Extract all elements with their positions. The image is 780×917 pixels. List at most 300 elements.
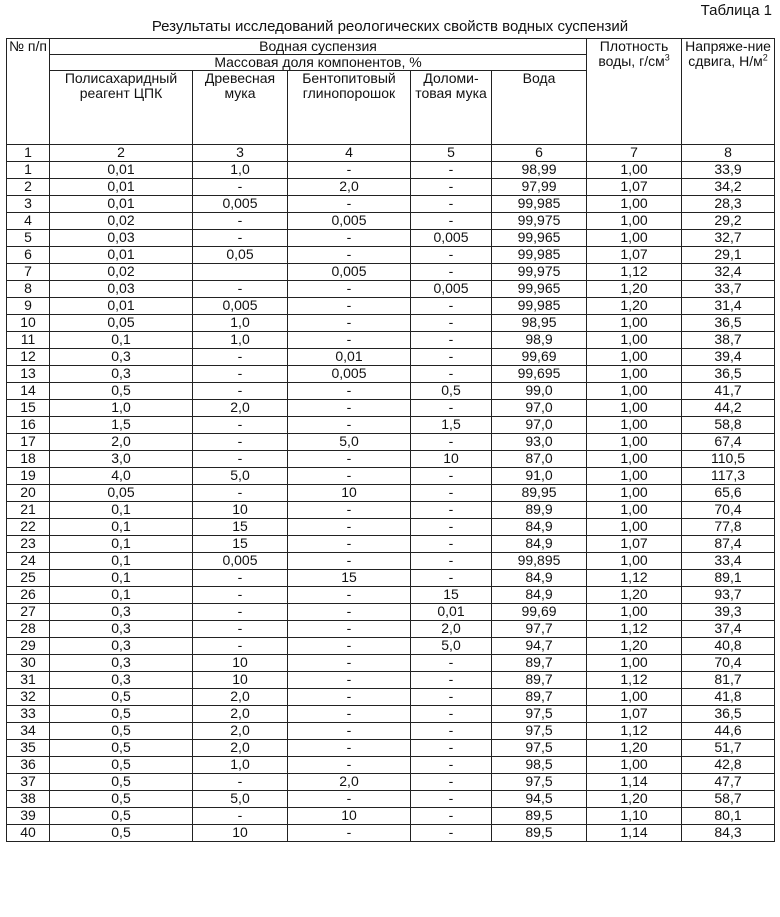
cell-polysaccharide: 0,5: [50, 825, 193, 842]
cell-density: 1,00: [587, 230, 682, 247]
cell-shear-stress: 33,7: [682, 281, 775, 298]
cell-rownum: 6: [7, 247, 50, 264]
cell-water: 97,5: [492, 723, 587, 740]
cell-polysaccharide: 0,1: [50, 536, 193, 553]
table-row: [7, 740, 775, 757]
cell-wood-flour: -: [193, 434, 288, 451]
cell-polysaccharide: 0,5: [50, 740, 193, 757]
table-row: [7, 723, 775, 740]
header-bentonite: Бентопитовый глинопорошок: [288, 71, 411, 145]
column-number: 7: [587, 145, 682, 162]
cell-wood-flour: 5,0: [193, 791, 288, 808]
cell-bentonite: -: [288, 400, 411, 417]
cell-bentonite: -: [288, 757, 411, 774]
cell-shear-stress: 51,7: [682, 740, 775, 757]
cell-wood-flour: 2,0: [193, 723, 288, 740]
cell-density: 1,12: [587, 723, 682, 740]
cell-dolomite: -: [411, 468, 492, 485]
cell-rownum: 26: [7, 587, 50, 604]
header-polysaccharide: Полисахаридный реагент ЦПК: [50, 71, 193, 145]
cell-rownum: 20: [7, 485, 50, 502]
cell-polysaccharide: 0,3: [50, 638, 193, 655]
cell-shear-stress: 58,8: [682, 417, 775, 434]
cell-water: 89,7: [492, 655, 587, 672]
cell-density: 1,00: [587, 349, 682, 366]
table-row: [7, 519, 775, 536]
table-row: [7, 638, 775, 655]
table-row: [7, 451, 775, 468]
cell-rownum: 9: [7, 298, 50, 315]
cell-dolomite: -: [411, 825, 492, 842]
cell-dolomite: -: [411, 400, 492, 417]
cell-density: 1,00: [587, 468, 682, 485]
table-row: [7, 213, 775, 230]
cell-density: 1,07: [587, 179, 682, 196]
cell-wood-flour: 5,0: [193, 468, 288, 485]
cell-shear-stress: 41,8: [682, 689, 775, 706]
cell-polysaccharide: 0,05: [50, 485, 193, 502]
cell-water: 99,965: [492, 281, 587, 298]
cell-density: 1,00: [587, 604, 682, 621]
cell-wood-flour: 10: [193, 655, 288, 672]
cell-polysaccharide: 0,01: [50, 162, 193, 179]
cell-rownum: 11: [7, 332, 50, 349]
table-row: [7, 383, 775, 400]
table-row: [7, 298, 775, 315]
cell-polysaccharide: 0,01: [50, 196, 193, 213]
header-rownum: № п/п: [7, 39, 50, 145]
cell-wood-flour: [193, 264, 288, 281]
cell-wood-flour: 15: [193, 536, 288, 553]
cell-polysaccharide: 0,1: [50, 502, 193, 519]
cell-shear-stress: 28,3: [682, 196, 775, 213]
cell-rownum: 4: [7, 213, 50, 230]
cell-bentonite: -: [288, 723, 411, 740]
cell-shear-stress: 38,7: [682, 332, 775, 349]
cell-rownum: 21: [7, 502, 50, 519]
cell-shear-stress: 80,1: [682, 808, 775, 825]
cell-water: 97,0: [492, 417, 587, 434]
cell-density: 1,20: [587, 740, 682, 757]
cell-density: 1,12: [587, 672, 682, 689]
cell-rownum: 16: [7, 417, 50, 434]
cell-polysaccharide: 0,5: [50, 706, 193, 723]
table-row: [7, 655, 775, 672]
cell-shear-stress: 29,1: [682, 247, 775, 264]
cell-density: 1,12: [587, 621, 682, 638]
cell-rownum: 31: [7, 672, 50, 689]
cell-polysaccharide: 0,5: [50, 383, 193, 400]
cell-wood-flour: 1,0: [193, 757, 288, 774]
cell-density: 1,00: [587, 519, 682, 536]
table-row: [7, 485, 775, 502]
cell-density: 1,12: [587, 570, 682, 587]
cell-bentonite: -: [288, 162, 411, 179]
cell-dolomite: -: [411, 196, 492, 213]
cell-dolomite: 10: [411, 451, 492, 468]
cell-bentonite: 0,005: [288, 366, 411, 383]
cell-rownum: 13: [7, 366, 50, 383]
cell-polysaccharide: 0,5: [50, 791, 193, 808]
cell-dolomite: -: [411, 502, 492, 519]
cell-shear-stress: 42,8: [682, 757, 775, 774]
cell-water: 99,69: [492, 604, 587, 621]
cell-water: 99,985: [492, 298, 587, 315]
cell-shear-stress: 93,7: [682, 587, 775, 604]
cell-dolomite: -: [411, 485, 492, 502]
cell-bentonite: 10: [288, 808, 411, 825]
cell-wood-flour: 2,0: [193, 689, 288, 706]
cell-bentonite: -: [288, 825, 411, 842]
cell-bentonite: -: [288, 315, 411, 332]
cell-polysaccharide: 0,3: [50, 349, 193, 366]
cell-water: 84,9: [492, 519, 587, 536]
cell-rownum: 27: [7, 604, 50, 621]
column-number: 2: [50, 145, 193, 162]
cell-density: 1,12: [587, 264, 682, 281]
column-number: 5: [411, 145, 492, 162]
cell-wood-flour: -: [193, 774, 288, 791]
cell-dolomite: 0,005: [411, 230, 492, 247]
cell-bentonite: -: [288, 706, 411, 723]
cell-rownum: 10: [7, 315, 50, 332]
cell-bentonite: -: [288, 621, 411, 638]
table-row: [7, 791, 775, 808]
cell-density: 1,00: [587, 366, 682, 383]
cell-dolomite: -: [411, 264, 492, 281]
cell-wood-flour: 0,005: [193, 196, 288, 213]
cell-polysaccharide: 0,5: [50, 757, 193, 774]
cell-density: 1,10: [587, 808, 682, 825]
cell-water: 99,975: [492, 264, 587, 281]
cell-wood-flour: -: [193, 621, 288, 638]
cell-dolomite: -: [411, 315, 492, 332]
cell-dolomite: 1,5: [411, 417, 492, 434]
cell-polysaccharide: 0,05: [50, 315, 193, 332]
cell-dolomite: -: [411, 536, 492, 553]
cell-wood-flour: -: [193, 213, 288, 230]
header-density: [587, 39, 682, 145]
cell-water: 97,5: [492, 774, 587, 791]
table-row: [7, 757, 775, 774]
cell-polysaccharide: 0,3: [50, 621, 193, 638]
cell-polysaccharide: 0,1: [50, 587, 193, 604]
cell-water: 99,895: [492, 553, 587, 570]
cell-bentonite: -: [288, 587, 411, 604]
cell-shear-stress: 40,8: [682, 638, 775, 655]
cell-polysaccharide: 0,1: [50, 519, 193, 536]
cell-bentonite: -: [288, 332, 411, 349]
cell-wood-flour: 0,005: [193, 553, 288, 570]
column-number: 3: [193, 145, 288, 162]
cell-wood-flour: 15: [193, 519, 288, 536]
cell-bentonite: 0,01: [288, 349, 411, 366]
cell-shear-stress: 31,4: [682, 298, 775, 315]
cell-bentonite: -: [288, 298, 411, 315]
cell-rownum: 17: [7, 434, 50, 451]
cell-rownum: 32: [7, 689, 50, 706]
cell-density: 1,00: [587, 689, 682, 706]
header-suspension: Водная суспензия: [50, 39, 587, 55]
cell-bentonite: -: [288, 655, 411, 672]
column-number: 8: [682, 145, 775, 162]
cell-rownum: 28: [7, 621, 50, 638]
cell-rownum: 36: [7, 757, 50, 774]
table-row: [7, 808, 775, 825]
cell-dolomite: 0,005: [411, 281, 492, 298]
column-number: 4: [288, 145, 411, 162]
cell-density: 1,00: [587, 383, 682, 400]
cell-density: 1,07: [587, 536, 682, 553]
cell-shear-stress: 37,4: [682, 621, 775, 638]
table-row: [7, 553, 775, 570]
table-row: [7, 281, 775, 298]
cell-shear-stress: 89,1: [682, 570, 775, 587]
cell-water: 99,69: [492, 349, 587, 366]
cell-rownum: 34: [7, 723, 50, 740]
table-row: [7, 230, 775, 247]
cell-shear-stress: 65,6: [682, 485, 775, 502]
cell-density: 1,00: [587, 400, 682, 417]
cell-dolomite: -: [411, 519, 492, 536]
cell-water: 84,9: [492, 536, 587, 553]
cell-bentonite: 5,0: [288, 434, 411, 451]
cell-water: 98,99: [492, 162, 587, 179]
cell-bentonite: -: [288, 417, 411, 434]
column-numbers-row: [7, 145, 775, 162]
cell-wood-flour: -: [193, 604, 288, 621]
table-row: [7, 468, 775, 485]
cell-polysaccharide: 0,5: [50, 808, 193, 825]
cell-water: 89,95: [492, 485, 587, 502]
table-row: [7, 162, 775, 179]
cell-shear-stress: 33,9: [682, 162, 775, 179]
cell-water: 94,7: [492, 638, 587, 655]
cell-shear-stress: 110,5: [682, 451, 775, 468]
cell-polysaccharide: 0,5: [50, 723, 193, 740]
header-density-text: Плотность воды, г/см: [598, 38, 669, 69]
cell-density: 1,20: [587, 281, 682, 298]
cell-rownum: 24: [7, 553, 50, 570]
cell-wood-flour: 0,005: [193, 298, 288, 315]
cell-dolomite: -: [411, 706, 492, 723]
cell-dolomite: -: [411, 213, 492, 230]
cell-rownum: 18: [7, 451, 50, 468]
cell-shear-stress: 32,4: [682, 264, 775, 281]
cell-dolomite: -: [411, 179, 492, 196]
cell-bentonite: -: [288, 281, 411, 298]
cell-wood-flour: 2,0: [193, 706, 288, 723]
cell-bentonite: -: [288, 791, 411, 808]
cell-water: 89,9: [492, 502, 587, 519]
cell-density: 1,14: [587, 774, 682, 791]
cell-dolomite: -: [411, 757, 492, 774]
cell-polysaccharide: 0,02: [50, 213, 193, 230]
cell-density: 1,20: [587, 791, 682, 808]
header-water: Вода: [492, 71, 587, 145]
cell-dolomite: -: [411, 791, 492, 808]
cell-density: 1,00: [587, 655, 682, 672]
cell-rownum: 29: [7, 638, 50, 655]
cell-water: 93,0: [492, 434, 587, 451]
cell-wood-flour: 1,0: [193, 315, 288, 332]
header-stress-sup: 2: [762, 52, 768, 63]
cell-water: 98,5: [492, 757, 587, 774]
cell-shear-stress: 39,4: [682, 349, 775, 366]
cell-dolomite: -: [411, 162, 492, 179]
table-row: [7, 587, 775, 604]
cell-dolomite: -: [411, 723, 492, 740]
cell-dolomite: -: [411, 349, 492, 366]
cell-water: 89,5: [492, 808, 587, 825]
table-row: [7, 315, 775, 332]
cell-water: 97,7: [492, 621, 587, 638]
header-wood-flour: Древесная мука: [193, 71, 288, 145]
cell-wood-flour: 2,0: [193, 400, 288, 417]
cell-density: 1,00: [587, 434, 682, 451]
cell-bentonite: -: [288, 553, 411, 570]
table-row: [7, 349, 775, 366]
cell-polysaccharide: 0,5: [50, 774, 193, 791]
cell-wood-flour: 0,05: [193, 247, 288, 264]
header-row-1: [7, 39, 775, 55]
cell-dolomite: -: [411, 740, 492, 757]
cell-wood-flour: -: [193, 281, 288, 298]
cell-polysaccharide: 0,3: [50, 672, 193, 689]
cell-shear-stress: 44,2: [682, 400, 775, 417]
cell-density: 1,20: [587, 587, 682, 604]
column-number: 6: [492, 145, 587, 162]
cell-shear-stress: 77,8: [682, 519, 775, 536]
cell-bentonite: -: [288, 247, 411, 264]
cell-wood-flour: -: [193, 485, 288, 502]
cell-wood-flour: 1,0: [193, 332, 288, 349]
cell-water: 99,0: [492, 383, 587, 400]
cell-rownum: 2: [7, 179, 50, 196]
cell-rownum: 5: [7, 230, 50, 247]
cell-rownum: 39: [7, 808, 50, 825]
cell-density: 1,00: [587, 332, 682, 349]
cell-bentonite: -: [288, 502, 411, 519]
cell-polysaccharide: 0,3: [50, 366, 193, 383]
cell-wood-flour: 10: [193, 672, 288, 689]
cell-bentonite: -: [288, 451, 411, 468]
cell-polysaccharide: 0,1: [50, 570, 193, 587]
table-row: [7, 332, 775, 349]
cell-dolomite: -: [411, 434, 492, 451]
cell-shear-stress: 70,4: [682, 655, 775, 672]
cell-dolomite: -: [411, 655, 492, 672]
cell-rownum: 3: [7, 196, 50, 213]
cell-wood-flour: 1,0: [193, 162, 288, 179]
cell-water: 99,985: [492, 247, 587, 264]
cell-bentonite: -: [288, 536, 411, 553]
cell-bentonite: 2,0: [288, 774, 411, 791]
cell-water: 87,0: [492, 451, 587, 468]
table-row: [7, 672, 775, 689]
cell-density: 1,14: [587, 825, 682, 842]
results-table: [6, 38, 775, 842]
cell-density: 1,00: [587, 213, 682, 230]
table-row: [7, 570, 775, 587]
cell-rownum: 40: [7, 825, 50, 842]
cell-wood-flour: -: [193, 638, 288, 655]
table-row: [7, 706, 775, 723]
cell-bentonite: 10: [288, 485, 411, 502]
cell-shear-stress: 84,3: [682, 825, 775, 842]
cell-shear-stress: 32,7: [682, 230, 775, 247]
cell-density: 1,00: [587, 451, 682, 468]
header-stress-text: Напряже-ние сдвига, Н/м: [685, 38, 771, 69]
cell-shear-stress: 81,7: [682, 672, 775, 689]
table-row: [7, 366, 775, 383]
cell-bentonite: -: [288, 196, 411, 213]
cell-water: 97,5: [492, 740, 587, 757]
table-row: [7, 247, 775, 264]
table-label: Таблица 1: [700, 2, 772, 19]
cell-bentonite: 0,005: [288, 264, 411, 281]
cell-shear-stress: 39,3: [682, 604, 775, 621]
cell-rownum: 35: [7, 740, 50, 757]
cell-polysaccharide: 0,1: [50, 553, 193, 570]
cell-shear-stress: 33,4: [682, 553, 775, 570]
cell-shear-stress: 70,4: [682, 502, 775, 519]
cell-water: 97,99: [492, 179, 587, 196]
cell-rownum: 1: [7, 162, 50, 179]
table-row: [7, 502, 775, 519]
cell-density: 1,20: [587, 638, 682, 655]
cell-density: 1,00: [587, 553, 682, 570]
cell-dolomite: -: [411, 808, 492, 825]
cell-density: 1,00: [587, 315, 682, 332]
cell-bentonite: -: [288, 689, 411, 706]
cell-bentonite: -: [288, 638, 411, 655]
cell-density: 1,20: [587, 298, 682, 315]
table-row: [7, 179, 775, 196]
cell-density: 1,00: [587, 162, 682, 179]
table-row: [7, 417, 775, 434]
cell-dolomite: 5,0: [411, 638, 492, 655]
cell-dolomite: -: [411, 366, 492, 383]
cell-density: 1,07: [587, 706, 682, 723]
cell-rownum: 7: [7, 264, 50, 281]
cell-water: 91,0: [492, 468, 587, 485]
cell-shear-stress: 29,2: [682, 213, 775, 230]
cell-water: 97,0: [492, 400, 587, 417]
cell-shear-stress: 58,7: [682, 791, 775, 808]
cell-density: 1,00: [587, 485, 682, 502]
cell-polysaccharide: 0,3: [50, 655, 193, 672]
cell-dolomite: -: [411, 247, 492, 264]
cell-water: 97,5: [492, 706, 587, 723]
cell-shear-stress: 34,2: [682, 179, 775, 196]
cell-polysaccharide: 0,01: [50, 247, 193, 264]
table-row: [7, 621, 775, 638]
table-title: Результаты исследований реологических свойств водных суспензий: [151, 18, 629, 35]
cell-bentonite: -: [288, 230, 411, 247]
cell-wood-flour: -: [193, 808, 288, 825]
cell-water: 99,965: [492, 230, 587, 247]
header-mass-fraction: Массовая доля компонентов, %: [50, 55, 587, 71]
cell-dolomite: -: [411, 672, 492, 689]
cell-shear-stress: 36,5: [682, 315, 775, 332]
cell-polysaccharide: 0,5: [50, 689, 193, 706]
cell-water: 99,975: [492, 213, 587, 230]
cell-polysaccharide: 1,5: [50, 417, 193, 434]
cell-wood-flour: -: [193, 366, 288, 383]
table-row: [7, 825, 775, 842]
cell-dolomite: -: [411, 774, 492, 791]
